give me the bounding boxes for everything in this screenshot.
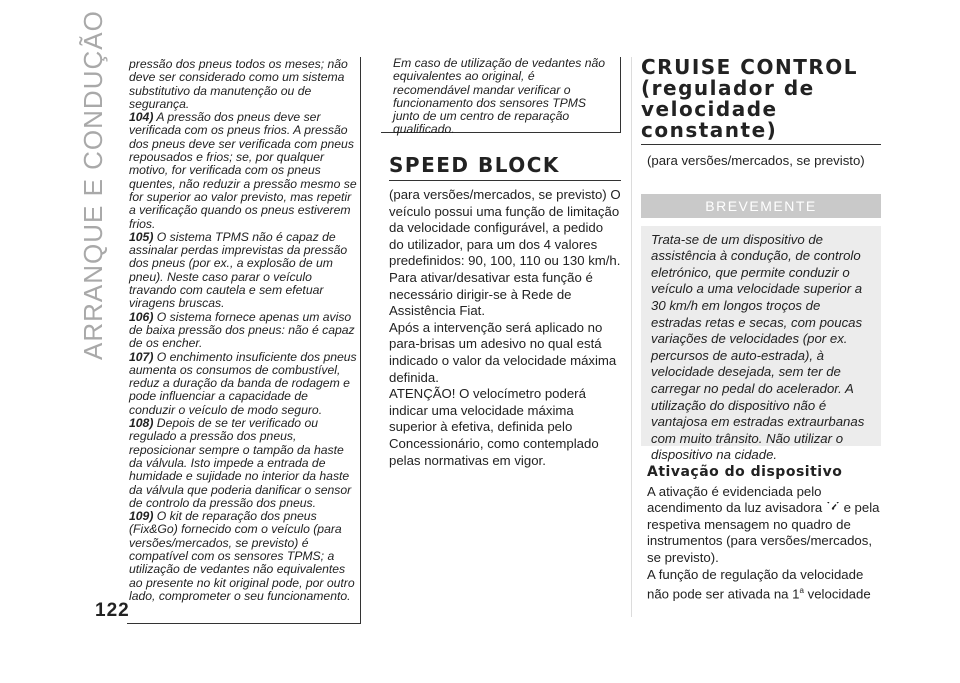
paragraph: (para versões/mercados, se previsto) O veículo possui uma função de limitação da velocidade configurável, a pedido do utilizador, para um dos 4 valores predefinidos: 90, 100, 110 ou 130 km/h. xyxy=(389,187,621,269)
paragraph: ATENÇÃO! O velocímetro poderá indicar uma velocidade máxima superior à efetiva, definida pelo Concessionário, como contemplado pelas normativas em vigor. xyxy=(389,386,599,468)
footnote-105: 105) O sistema TPMS não é capaz de assinalar perdas imprevistas da pressão dos pneus (por ex., a explosão de um pneu). Neste caso parar o veículo travando com cautela e sem efetuar viragens bruscas. xyxy=(129,229,348,311)
activation-body xyxy=(647,484,881,604)
heading-rule xyxy=(641,144,881,145)
activation-heading: Ativação do dispositivo xyxy=(647,463,843,480)
page-number: 122 xyxy=(95,600,130,621)
paragraph: Após a intervenção será aplicado no para-brisas um adesivo no qual está indicado o valor da velocidade máxima definida. xyxy=(389,319,617,385)
paragraph: A ativação é evidenciada pelo acendimento da luz avisadora e pela respetiva mensagem no quadro de instrumentos (para versões/mercados, se previsto). xyxy=(647,483,880,565)
chapter-side-title: ARRANQUE E CONDUÇÃO xyxy=(78,10,108,360)
speed-block-body xyxy=(389,187,621,469)
footnotes-column xyxy=(127,57,361,624)
footnote-106: 106) O sistema fornece apenas um aviso de baixa pressão dos pneus: não é capaz de os encher. xyxy=(129,309,355,351)
brief-text: Trata-se de um dispositivo de assistência à condução, de controlo eletrónico, que permite conduzir o veículo a uma velocidade superior a 30 km/h em longos troços de estradas retas e secas, com poucas variações de velocidades (por ex. percursos de auto-estrada), à velocidade desejada, sem ter de carregar no pedal do acelerador. A utilização do dispositivo não é vantajosa em estradas extraurbanas com muito trânsito. Não utilizar o dispositivo na cidade. xyxy=(641,226,881,446)
cruise-control-column xyxy=(641,57,881,603)
footnote-109: 109) O kit de reparação dos pneus (Fix&Go) fornecido com o veículo (para versões/mercados, se previsto) é compatível com os sensores TPMS; a utilização de vedantes não equivalentes ao presente no kit original pode, por outro lado, comprometer o seu funcionamento. xyxy=(129,509,355,603)
speed-block-heading: SPEED BLOCK xyxy=(389,153,560,177)
tpms-note: Em caso de utilização de vedantes não equivalentes ao original, é recomendável mandar verificar o funcionamento dos sensores TPMS junto de um centro de reparação qualificado. xyxy=(381,57,621,133)
column-divider xyxy=(631,57,632,617)
heading-rule xyxy=(389,180,621,181)
cruise-subtitle: (para versões/mercados, se previsto) xyxy=(647,153,865,168)
footnote-104: 104) A pressão dos pneus deve ser verificada com os pneus frios. A pressão dos pneus deve ser verificada com pneus repousados e frios; se, por qualquer motivo, for verificada com os pneus quentes, não reduzir a pressão mesmo se for superior ao valor previsto, mas repetir a verificação quando os pneus estiverem frios. xyxy=(129,110,357,231)
speed-block-column xyxy=(381,57,621,469)
brief-label: BREVEMENTE xyxy=(641,194,881,218)
paragraph: A função de regulação da velocidade não pode ser ativada na 1$^a$ velocidade xyxy=(647,566,871,602)
cruise-control-warning-icon xyxy=(826,502,840,513)
footnote-108: 108) Depois de se ter verificado ou regulado a pressão dos pneus, reposicionar sempre o tampão da haste da válvula. Isto impede a entrada de humidade e sujidade no interior da haste da válvula que poderia danificar o sensor de controlo da pressão dos pneus. xyxy=(129,416,352,510)
cruise-control-heading: CRUISE CONTROL (regulador de velocidade constante) xyxy=(641,55,858,142)
paragraph: Para ativar/desativar esta função é necessário dirigir-se à Rede de Assistência Fiat. xyxy=(389,269,593,319)
footnote-107: 107) O enchimento insuficiente dos pneus aumenta os consumos de combustível, reduz a duração da banda de rodagem e pode influenciar a capacidade de conduzir o veículo de modo seguro. xyxy=(129,349,357,417)
footnote-continued: pressão dos pneus todos os meses; não deve ser considerado como um sistema substitutivo da manutenção ou de segurança. xyxy=(129,57,348,111)
